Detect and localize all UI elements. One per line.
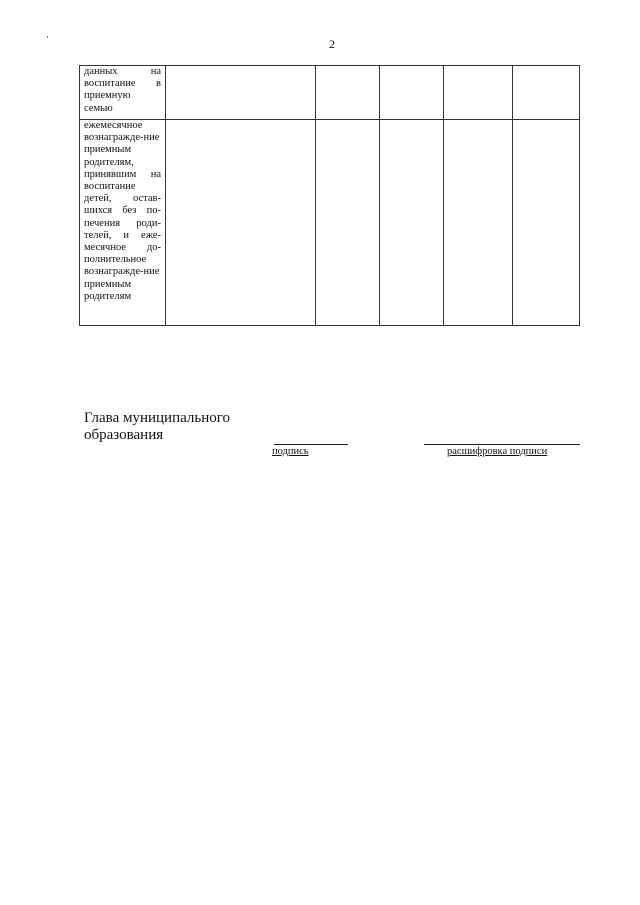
row-label: ежемесячное вознагражде-ние приемным родителям, принявшим на воспитание детей, остав-шихся без по-печения роди-телей, и еже-месячное до-полнительное вознагражде-ние приемным родителям	[80, 120, 166, 326]
row-label: данных на воспитание в приемную семью	[80, 66, 166, 120]
signature-line	[274, 444, 348, 445]
official-title: Глава муниципального образования	[84, 410, 231, 443]
table-cell	[380, 120, 444, 326]
table-cell	[316, 120, 380, 326]
table-cell	[166, 120, 316, 326]
table-cell	[513, 120, 580, 326]
table-cell	[380, 66, 444, 120]
table-cell	[444, 66, 513, 120]
table-row	[80, 66, 580, 120]
table-row	[80, 120, 580, 326]
page-number: 2	[329, 37, 335, 51]
table-cell	[513, 66, 580, 120]
table-cell	[444, 120, 513, 326]
table-cell	[166, 66, 316, 120]
report-table	[79, 65, 580, 326]
signature-caption: подпись	[272, 446, 309, 457]
table-cell	[316, 66, 380, 120]
signature-block	[84, 410, 604, 470]
signature-decode-caption: расшифровка подписи	[447, 446, 548, 457]
signature-decode-line	[424, 444, 580, 445]
